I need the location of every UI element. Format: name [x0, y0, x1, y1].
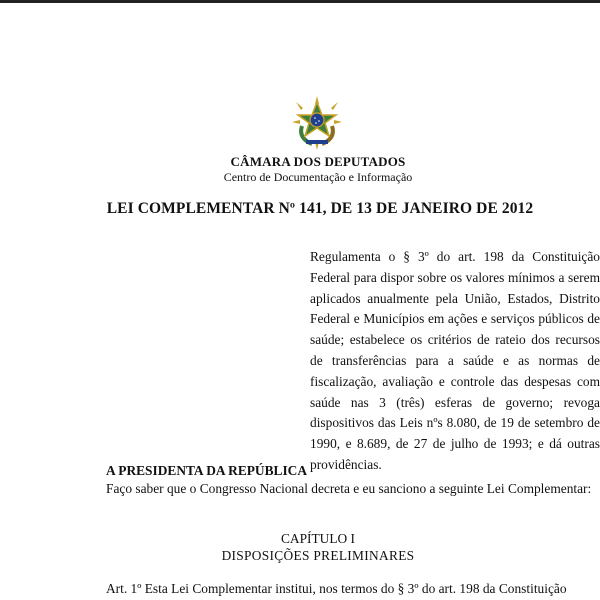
documentation-center-name: Centro de Documentação e Informação	[223, 170, 413, 184]
chapter-name: DISPOSIÇÕES PRELIMINARES	[221, 548, 415, 563]
issuing-authority: A PRESIDENTA DA REPÚBLICA	[106, 463, 308, 478]
document-header	[0, 153, 600, 184]
chapter-heading	[0, 530, 600, 564]
brazil-coat-of-arms-icon	[292, 96, 342, 150]
chamber-name: CÂMARA DOS DEPUTADOS	[230, 154, 406, 169]
law-title: LEI COMPLEMENTAR Nº 141, DE 13 DE JANEIRO DE 2012	[106, 200, 534, 217]
promulgation-clause: Faço saber que o Congresso Nacional decreta e eu sanciono a seguinte Lei Complementar:	[106, 481, 592, 496]
chapter-number: CAPÍTULO I	[280, 531, 355, 546]
article-1: Art. 1º Esta Lei Complementar institui, nos termos do § 3º do art. 198 da Constituição	[106, 581, 567, 596]
page-top-border	[0, 0, 600, 3]
law-ementa: Regulamenta o § 3º do art. 198 da Constituição Federal para dispor sobre os valores mínimos a serem aplicados anualmente pela União, Estados, Distrito Federal e Municípios em ações e serviços públicos de saúde; estabelece os critérios de rateio dos recursos de transferências para a saúde e as normas de fiscalização, avaliação e controle das despesas com saúde nas 3 (três) esferas de governo; revoga dispositivos das Leis nºs 8.080, de 19 de setembro de 1990, e 8.689, de 27 de julho de 1993; e dá outras providências.	[310, 249, 600, 472]
